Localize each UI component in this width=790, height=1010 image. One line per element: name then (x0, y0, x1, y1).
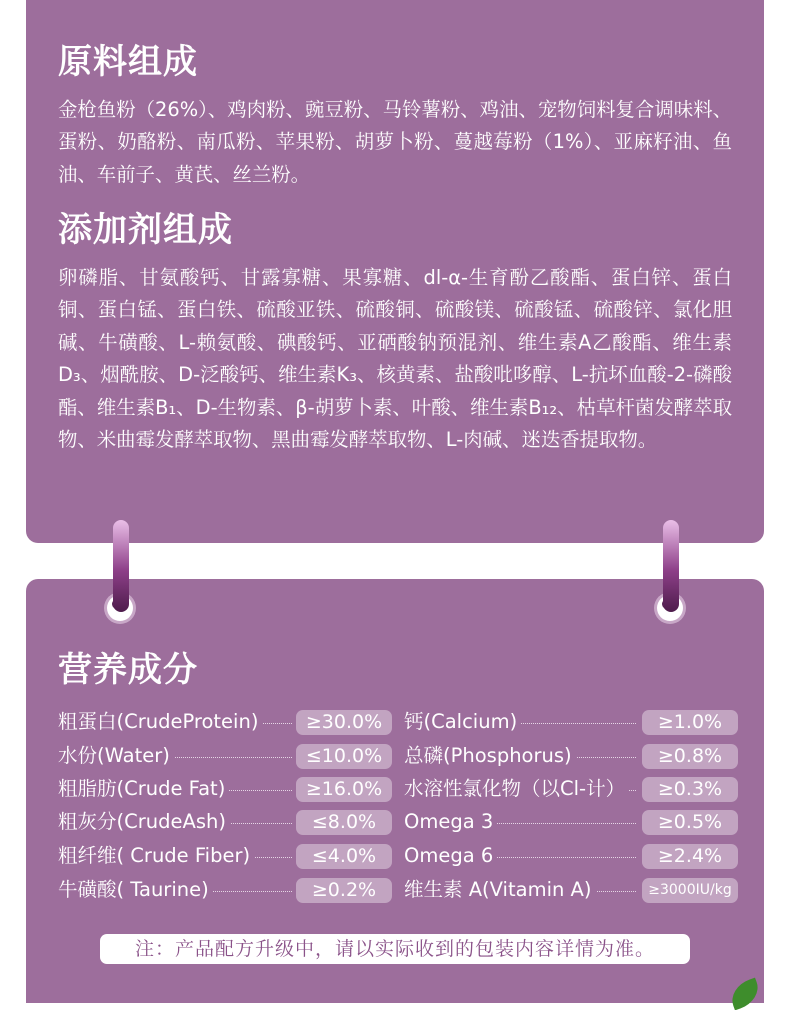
ingredients-text: 金枪鱼粉（26%）、鸡肉粉、豌豆粉、马铃薯粉、鸡油、宠物饲料复合调味料、蛋粉、奶酪粉、南瓜粉、苹果粉、胡萝卜粉、蔓越莓粉（1%）、亚麻籽油、鱼油、车前子、黄芪、丝兰粉。 (58, 98, 732, 186)
nutrient-label: 粗灰分(CrudeAsh) (58, 809, 230, 835)
nutrient-value: ≥3000IU/kg (642, 878, 738, 903)
nutrient-value: ≤8.0% (296, 810, 392, 835)
nutrition-row (404, 709, 738, 735)
nutrient-label: 水份(Water) (58, 743, 174, 769)
nutrient-value: ≥1.0% (642, 710, 738, 735)
nutrient-value: ≤4.0% (296, 844, 392, 869)
nutrition-row (404, 843, 738, 869)
nutrient-value: ≥30.0% (296, 710, 392, 735)
nutrient-label: Omega 3 (404, 809, 497, 835)
nutrition-row (58, 843, 392, 869)
nutrition-row (404, 809, 738, 835)
nutrition-row (58, 809, 392, 835)
nutrition-row (58, 743, 392, 769)
nutrient-value: ≥0.8% (642, 744, 738, 769)
nutrient-label: 钙(Calcium) (404, 709, 521, 735)
nutrient-label: 粗蛋白(CrudeProtein) (58, 709, 262, 735)
nutrient-label: 牛磺酸( Taurine) (58, 877, 213, 903)
nutrient-value: ≥0.5% (642, 810, 738, 835)
nutrient-label: 总磷(Phosphorus) (404, 743, 576, 769)
nutrient-value: ≥16.0% (296, 777, 392, 802)
nutrient-value: ≥0.2% (296, 878, 392, 903)
left-hook-icon (113, 520, 129, 612)
nutrient-value: ≥2.4% (642, 844, 738, 869)
nutrition-row (404, 743, 738, 769)
nutrition-title: 营养成分 (58, 650, 198, 690)
nutrition-row (404, 776, 738, 802)
nutrient-label: 粗脂肪(Crude Fat) (58, 776, 229, 802)
nutrient-label: Omega 6 (404, 843, 497, 869)
additives-text: 卵磷脂、甘氨酸钙、甘露寡糖、果寡糖、dl-α-生育酚乙酸酯、蛋白锌、蛋白铜、蛋白锰、蛋白铁、硫酸亚铁、硫酸铜、硫酸镁、硫酸锰、硫酸锌、氯化胆碱、牛磺酸、L-赖氨酸、碘酸钙、亚硒酸钠预混剂、维生素A乙酸酯、维生素D₃、烟酰胺、D-泛酸钙、维生素K₃、核黄素、盐酸吡哆醇、L-抗坏血酸-2-磷酸酯、维生素B₁、D-生物素、β-胡萝卜素、叶酸、维生素B₁₂、枯草杆菌发酵萃取物、米曲霉发酵萃取物、黑曲霉发酵萃取物、L-肉碱、迷迭香提取物。 (58, 266, 732, 452)
right-hook-icon (663, 520, 679, 612)
nutrient-label: 粗纤维( Crude Fiber) (58, 843, 254, 869)
nutrient-value: ≤10.0% (296, 744, 392, 769)
nutrition-row (404, 877, 738, 903)
additives-title: 添加剂组成 (58, 210, 233, 250)
nutrient-value: ≥0.3% (642, 777, 738, 802)
nutrition-row (58, 776, 392, 802)
nutrient-label: 维生素 A(Vitamin A) (404, 877, 596, 903)
formula-note: 注：产品配方升级中，请以实际收到的包装内容详情为准。 (100, 934, 690, 964)
nutrition-row (58, 877, 392, 903)
nutrient-label: 水溶性氯化物（以Cl-计） (404, 776, 629, 802)
nutrition-row (58, 709, 392, 735)
ingredients-title: 原料组成 (58, 42, 198, 82)
